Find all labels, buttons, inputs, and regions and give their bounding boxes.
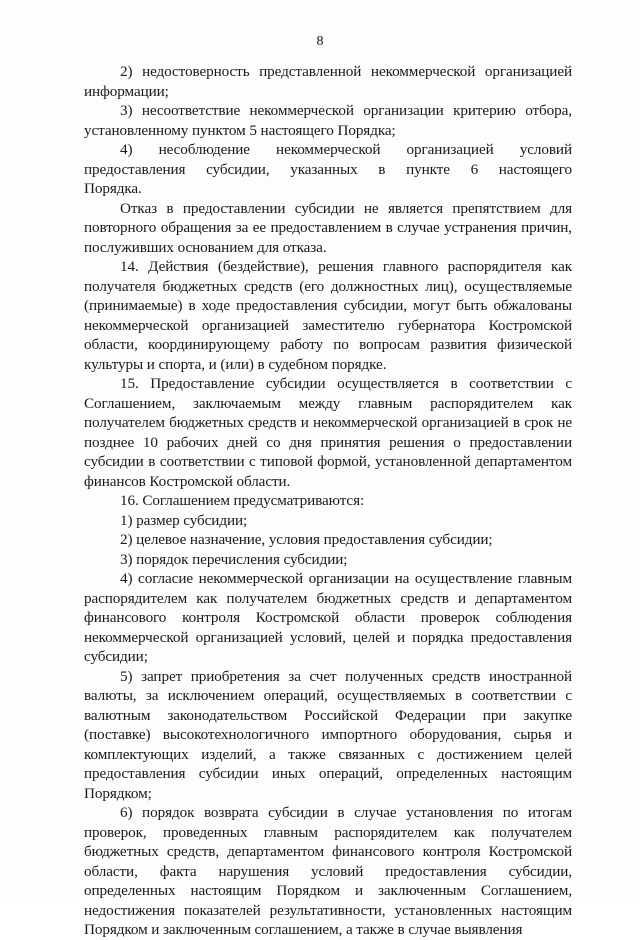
paragraph-subitem-5: 5) запрет приобретения за счет полученных средств иностранной валюты, за исключением операций, осуществляемых в соответствии с валютным законодательством Российской Федерации при закупке (поставке) высокотехнологичного импортного оборудования, сырья и комплектующих изделий, а также связанных с достижением целей предоставления субсидии иных операций, определенных настоящим Порядком; xyxy=(84,667,572,802)
paragraph-item-2: 2) недостоверность представленной некоммерческой организацией информации; xyxy=(84,63,572,100)
document-body xyxy=(84,62,572,940)
paragraph-refusal-note: Отказ в предоставлении субсидии не является препятствием для повторного обращения за ее предоставлением в случае устранения причин, послуживших основанием для отказа. xyxy=(84,199,572,256)
paragraph-clause-14: 14. Действия (бездействие), решения главного распорядителя как получателя бюджетных средств (его должностных лиц), осуществляемые (принимаемые) в ходе предоставления субсидии, могут быть обжалованы некоммерческой организацией заместителю губернатора Костромской области, координирующему работу по вопросам развития физической культуры и спорта, и (или) в судебном порядке. xyxy=(84,258,572,373)
paragraph-subitem-2: 2) целевое назначение, условия предоставления субсидии; xyxy=(120,531,493,548)
paragraph-clause-16: 16. Соглашением предусматриваются: xyxy=(120,492,365,509)
paragraph-clause-15: 15. Предоставление субсидии осуществляется в соответствии с Соглашением, заключаемым между главным распорядителем как получателем бюджетных средств и некоммерческой организацией в срок не позднее 10 рабочих дней со дня принятия решения о предоставлении субсидии в соответствии с типовой формой, установленной департаментом финансов Костромской области. xyxy=(84,375,572,490)
paragraph-item-3: 3) несоответствие некоммерческой организации критерию отбора, установленному пунктом 5 настоящего Порядка; xyxy=(84,102,572,139)
page-number: 8 xyxy=(316,34,324,49)
paragraph-subitem-4: 4) согласие некоммерческой организации на осуществление главным распорядителем как получателем бюджетных средств и департаментом финансового контроля Костромской области проверок соблюдения некоммерческой организацией условий, целей и порядка предоставления субсидии; xyxy=(84,570,572,665)
paragraph-subitem-3: 3) порядок перечисления субсидии; xyxy=(120,550,348,568)
paragraph-item-4: 4) несоблюдение некоммерческой организацией условий предоставления субсидии, указанных в пункте 6 настоящего Порядка. xyxy=(84,141,572,197)
paragraph-subitem-1: 1) размер субсидии; xyxy=(120,511,248,529)
paragraph-subitem-6: 6) порядок возврата субсидии в случае установления по итогам проверок, проведенных главным распорядителем как получателем бюджетных средств, департаментом финансового контроля Костромской области, факта нарушения условий предоставления субсидии, определенных настоящим Порядком и заключенным Соглашением, недостижения показателей результативности, установленных настоящим Порядком и заключенным соглашением, а также в случае выявления xyxy=(84,804,572,938)
